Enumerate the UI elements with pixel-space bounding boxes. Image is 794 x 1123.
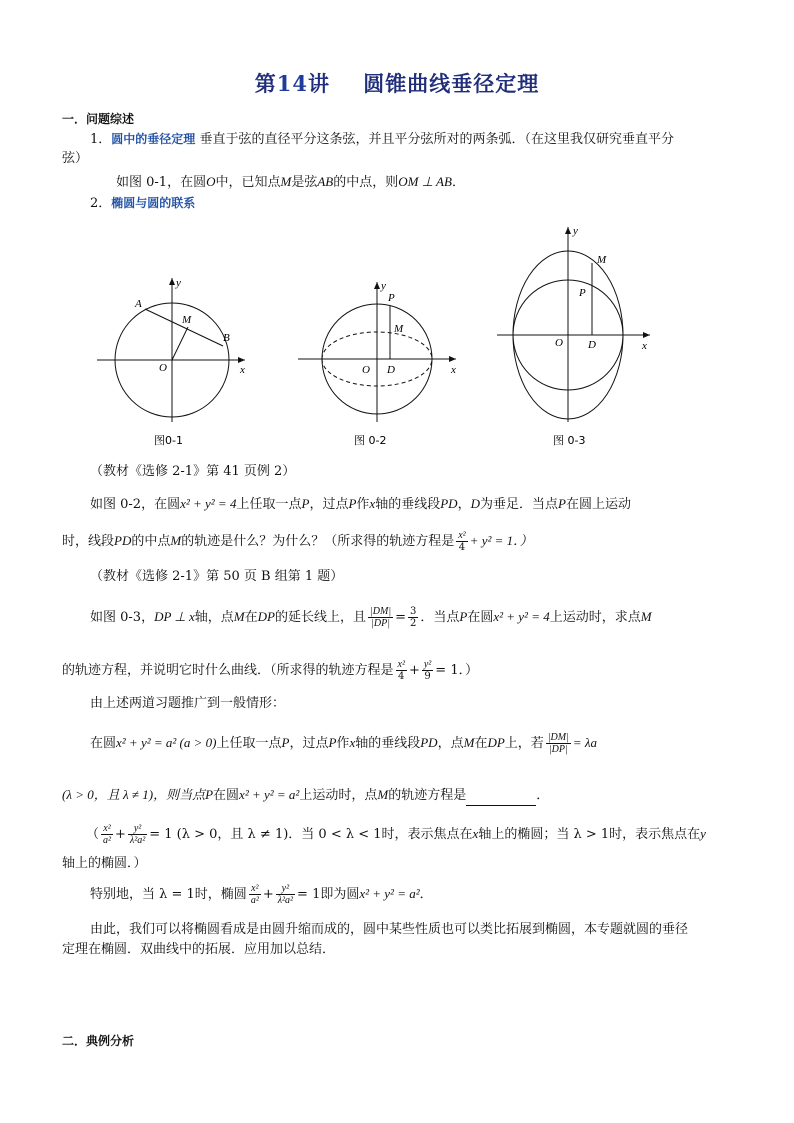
paragraph-6 [90, 883, 433, 906]
page-title [0, 68, 794, 98]
math-var: P [205, 787, 214, 802]
paragraph-7: 由此，我们可以将椭圆看成是由圆升缩而成的，圆中某些性质也可以类比拓展到椭圆，本专题就圆的垂径 [90, 922, 689, 937]
label-O: O [159, 362, 167, 374]
text-run: 时，线段 [62, 534, 115, 549]
math-var: x [369, 496, 376, 511]
numerator: x² [458, 530, 466, 541]
title-suffix: 讲 [307, 71, 330, 96]
math-var: x [472, 826, 479, 841]
math-expression: = λa [572, 735, 598, 750]
paragraph-1 [90, 494, 631, 515]
text-run: 在圆 [90, 736, 117, 751]
label-B: B [223, 332, 230, 344]
x-axis-arrow [449, 356, 456, 362]
label-M: M [394, 323, 404, 335]
math-expression: x² + y² = a² [359, 886, 420, 901]
text-run: 在圆 [467, 610, 494, 625]
label-x: x [642, 340, 647, 352]
text-run: 的轨迹方程，并说明它时什么曲线．（所求得的轨迹方程是 [62, 663, 394, 678]
paragraph-4 [90, 732, 597, 755]
item-highlight: 椭圆与圆的联系 [111, 196, 196, 210]
text-run: 在圆 [213, 788, 240, 803]
text-run: ， [457, 497, 471, 512]
text-run: 中，已知点 [215, 175, 281, 190]
text-run: ．当点 [420, 610, 460, 625]
item-2 [90, 193, 195, 214]
math-var: M [640, 609, 652, 624]
math-expression: (λ > 0，且 λ ≠ 1)，则当点 [62, 787, 206, 802]
math-var: AB [317, 174, 334, 189]
math-expression: + y² = 1．） [469, 533, 533, 548]
fraction [249, 883, 261, 906]
math-var: P [281, 735, 290, 750]
math-operator: + [262, 887, 274, 902]
paragraph-5-continued: 轴上的椭圆．） [62, 856, 147, 871]
math-var: DP [487, 735, 505, 750]
numerator: x² [397, 659, 405, 670]
fraction [408, 606, 418, 629]
text-run: 的中点，则 [333, 175, 399, 190]
text-run: = 1．） [435, 663, 479, 678]
numerator: x² [101, 823, 113, 835]
denominator: 4 [458, 542, 466, 553]
math-var: PD [420, 735, 438, 750]
text-run: 在圆上运动 [565, 497, 631, 512]
x-axis-arrow [238, 357, 245, 363]
title-main: 圆锥曲线垂径定理 [363, 71, 540, 96]
text-run: ． [536, 788, 550, 803]
example-0-1-text [116, 172, 465, 193]
numerator: y² [128, 823, 147, 835]
math-var: P [557, 496, 566, 511]
label-P: P [579, 287, 586, 299]
paragraph-2 [90, 606, 652, 629]
math-var: M [377, 787, 389, 802]
math-var: y [700, 826, 706, 841]
math-expression: x² + y² = a² [239, 787, 300, 802]
answer-blank [466, 791, 536, 806]
reference-2: （教材《选修 2-1》第 50 页 B 组第 1 题） [90, 569, 344, 584]
text-run: 轴，点 [194, 610, 234, 625]
paragraph-7-continued: 定理在椭圆．双曲线中的拓展．应用加以总结． [62, 942, 336, 957]
text-run: 上，若 [504, 736, 544, 751]
denominator: |DP| [371, 618, 390, 629]
label-y: y [381, 280, 386, 292]
label-A: A [135, 298, 142, 310]
label-x: x [240, 364, 245, 376]
section-heading-2: 二．典例分析 [62, 1034, 135, 1048]
label-P: P [388, 292, 395, 304]
denominator: 4 [398, 671, 405, 682]
item-number: 1． [90, 132, 112, 147]
text-run: 的中点 [131, 534, 171, 549]
denominator: 9 [424, 671, 431, 682]
fraction [422, 659, 433, 682]
label-y: y [573, 225, 578, 237]
text-run: = 1即为圆 [297, 887, 360, 902]
text-run: = 1 (λ > 0，且 λ ≠ 1)．当 0 < λ < 1时，表示焦点在 [149, 827, 473, 842]
math-expression: OM ⊥ AB [398, 174, 452, 189]
text-run: 如图 0-2，在圆 [90, 497, 181, 512]
label-y: y [176, 277, 181, 289]
fraction [396, 659, 407, 682]
label-x: x [451, 364, 456, 376]
math-var: M [463, 735, 475, 750]
text-run: 在 [244, 610, 258, 625]
numerator: y² [423, 659, 432, 670]
denominator: 2 [409, 618, 417, 629]
title-prefix: 第 [254, 71, 277, 96]
denominator: a² [103, 835, 112, 846]
item-number: 2． [90, 196, 112, 211]
text-run: ． [419, 887, 433, 902]
math-expression: x² + y² = a² (a > 0) [116, 735, 217, 750]
segment-OM [172, 327, 188, 360]
math-var: D [470, 496, 480, 511]
text-run: ，过点 [309, 497, 349, 512]
denominator: λ²a² [129, 835, 146, 846]
fraction [456, 530, 467, 553]
numerator: |DM| [370, 606, 392, 617]
label-M: M [597, 254, 607, 266]
numerator: x² [249, 883, 261, 895]
label-O: O [362, 364, 370, 376]
y-axis-arrow [565, 227, 571, 234]
denominator: |DP| [548, 744, 568, 755]
figure-caption: 图 0-3 [553, 434, 586, 447]
math-expression: x² + y² = 4 [180, 496, 237, 511]
fraction [546, 732, 571, 755]
text-run: 为垂足．当点 [479, 497, 558, 512]
item-1-continued: 弦） [62, 151, 89, 166]
text-run: 作 [356, 497, 370, 512]
math-operator: + [115, 827, 126, 842]
numerator: y² [276, 883, 295, 895]
math-expression: DP ⊥ x [154, 609, 195, 624]
paragraph-1-continued [62, 530, 533, 553]
text-run: 在 [474, 736, 488, 751]
text-run: ，点 [437, 736, 464, 751]
item-text: 垂直于弦的直径平分这条弦，并且平分弦所对的两条弧．（在这里我仅研究垂直平分 [199, 132, 674, 147]
math-var: PD [114, 533, 132, 548]
fraction [276, 883, 295, 906]
math-var: P [328, 735, 337, 750]
item-highlight: 圆中的垂径定理 [111, 132, 196, 146]
figure-0-1 [92, 272, 252, 452]
math-operator: + [408, 663, 420, 678]
paragraph-5 [86, 823, 706, 846]
label-D: D [588, 339, 596, 351]
text-run: 的轨迹方程是 [388, 788, 467, 803]
text-run: 作 [336, 736, 350, 751]
math-var: M [233, 609, 245, 624]
reference-1: （教材《选修 2-1》第 41 页例 2） [90, 464, 296, 479]
text-run: 轴上的椭圆；当 λ > 1时，表示焦点在 [478, 827, 701, 842]
math-expression: x² + y² = 4 [493, 609, 550, 624]
y-axis-arrow [374, 282, 380, 289]
math-var: P [459, 609, 468, 624]
fraction [368, 606, 393, 629]
fraction [101, 823, 113, 846]
text-run: 如图 0-1，在圆 [116, 175, 207, 190]
figure-caption: 图 0-2 [354, 434, 387, 447]
y-axis-arrow [169, 278, 175, 285]
text-run: 上任取一点 [236, 497, 302, 512]
text-run: ，过点 [289, 736, 329, 751]
section-heading-1: 一．问题综述 [62, 112, 135, 126]
figure-caption: 图0-1 [154, 434, 183, 447]
denominator: a² [250, 895, 259, 906]
x-axis-arrow [643, 332, 650, 338]
text-run: 特别地，当 λ = 1时，椭圆 [90, 887, 247, 902]
text-run: （ [86, 827, 100, 842]
math-var: O [206, 174, 216, 189]
numerator: |DM| [547, 732, 569, 743]
item-1 [90, 129, 674, 150]
label-M: M [182, 314, 192, 326]
text-run: 的延长线上，且 [275, 610, 367, 625]
text-run: 轴的垂线段 [355, 736, 421, 751]
title-number: 14 [276, 71, 308, 96]
math-var: DP [257, 609, 275, 624]
paragraph-2-continued [62, 659, 478, 682]
figure-0-2 [294, 277, 464, 452]
text-run: ． [451, 175, 465, 190]
math-var: P [348, 496, 357, 511]
math-var: P [301, 496, 310, 511]
math-var: M [170, 533, 182, 548]
math-var: x [349, 735, 356, 750]
label-D: D [387, 364, 395, 376]
text-run: 轴的垂线段 [375, 497, 441, 512]
numerator: 3 [409, 606, 417, 617]
text-run: 上运动时，点 [299, 788, 378, 803]
paragraph-3: 由上述两道习题推广到一般情形： [90, 696, 286, 711]
figure-0-3 [495, 222, 660, 452]
text-run: 的轨迹是什么？为什么？（所求得的轨迹方程是 [181, 534, 455, 549]
paragraph-4-continued [62, 785, 549, 806]
text-run: 上运动时，求点 [549, 610, 641, 625]
text-run: 是弦 [291, 175, 318, 190]
label-O: O [555, 337, 563, 349]
text-run: 如图 0-3， [90, 610, 155, 625]
text-run: 上任取一点 [216, 736, 282, 751]
math-var: M [280, 174, 292, 189]
denominator: λ²a² [277, 895, 294, 906]
math-operator: = [395, 610, 406, 625]
math-var: PD [440, 496, 458, 511]
fraction [128, 823, 147, 846]
